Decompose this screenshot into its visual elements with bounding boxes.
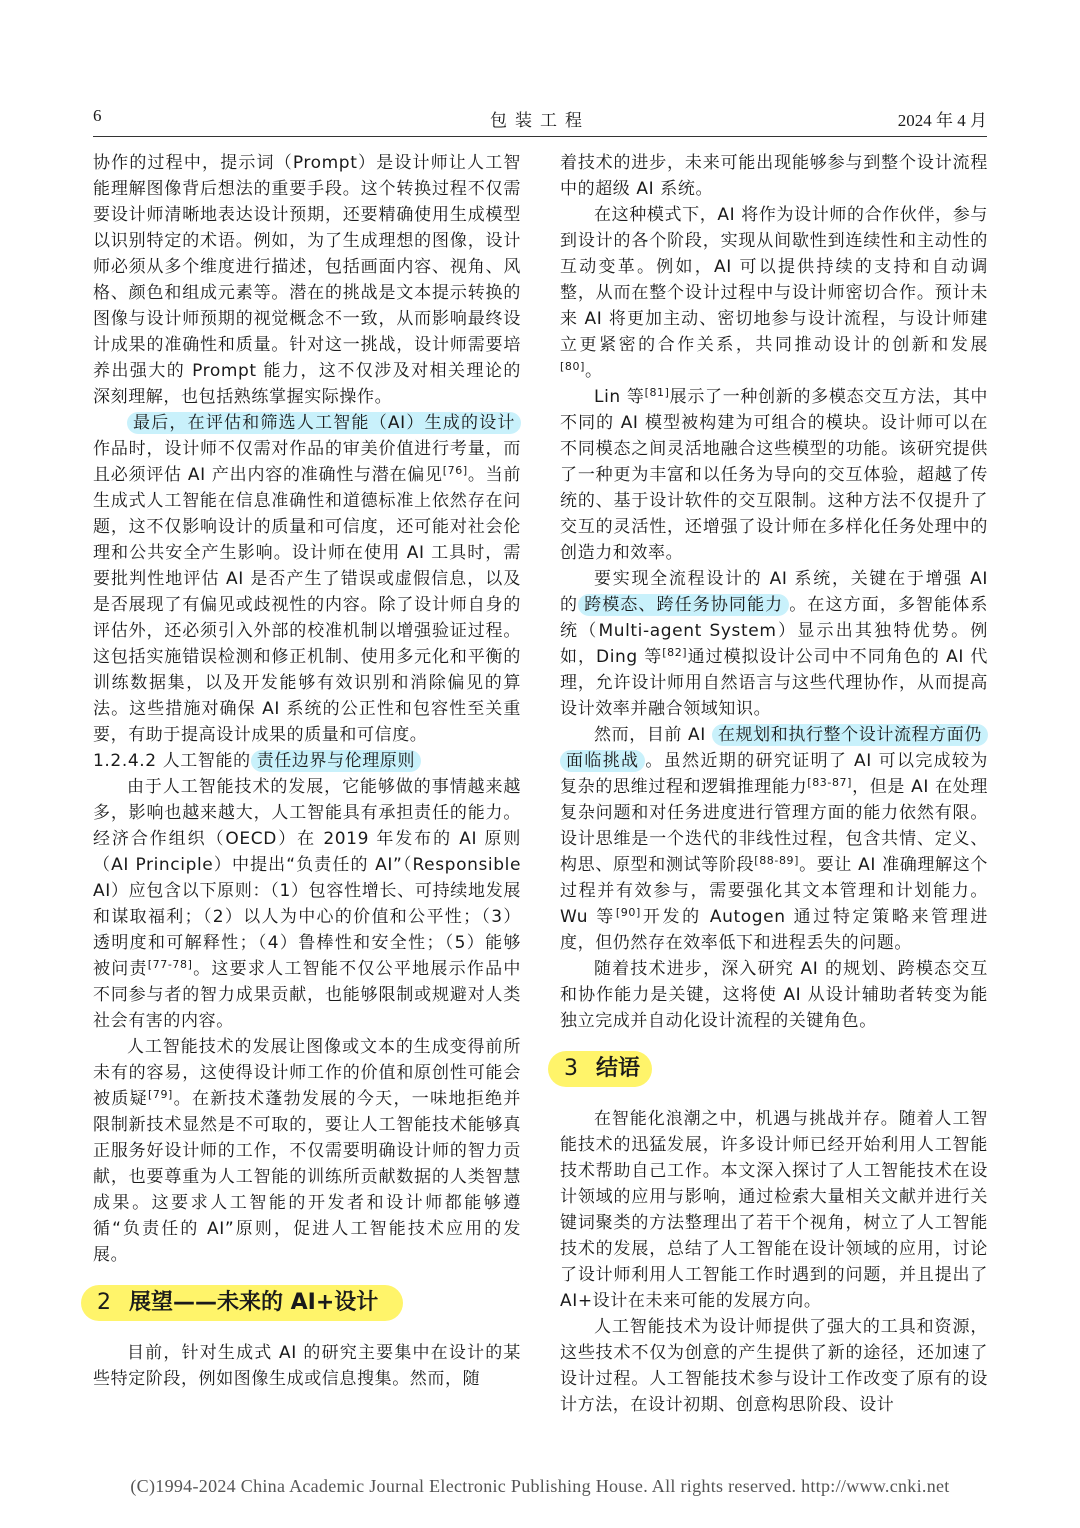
citation[interactable]: [76] (442, 464, 468, 477)
paragraph: 在这种模式下，AI 将作为设计师的合作伙伴，参与到设计的各个阶段，实现从间歇性到连续性和主动性的互动变革。例如，AI 可以提供持续的支持和自动调整，从而在整个设计过程中与设计师密切合作。预计未来 AI 将更加主动、密切地参与设计流程，与设计师建立更紧密的合作关系，共同推动设计的创新和发展[80]。 (560, 205, 988, 381)
citation[interactable]: [79] (147, 1088, 173, 1101)
section-title: 结语 (596, 1056, 641, 1081)
paragraph: 协作的过程中，提示词（Prompt）是设计师让人工智能理解图像背后想法的重要手段。这个转换过程不仅需要设计师清晰地表达设计预期，还要精确使用生成模型以识别特定的术语。例如，为了生成理想的图像，设计师必须从多个维度进行描述，包括画面内容、视角、风格、颜色和组成元素等。潜在的挑战是文本提示转换的图像与设计师预期的视觉概念不一致，从而影响最终设计成果的准确性和质量。针对这一挑战，设计师需要培养出强大的 Prompt 能力，这不仅涉及对相关理论的深刻理解，也包括熟练掌握实际操作。 (93, 153, 521, 407)
citation[interactable]: [90] (615, 906, 641, 919)
citation[interactable]: [82] (662, 646, 688, 659)
copyright-footer: (C)1994-2024 China Academic Journal Electronic Publishing House. All rights reserved. http://www.cnki.net (130, 1476, 950, 1496)
highlight-blue: 跨模态、跨任务协同能力 (578, 594, 789, 616)
header-rule (93, 136, 987, 137)
section-title: 展望——未来的 AI+设计 (129, 1290, 379, 1315)
left-column (93, 150, 521, 1392)
paragraph: 由于人工智能技术的发展，它能够做的事情越来越多，影响也越来越大，人工智能具有承担责任的能力。经济合作组织（OECD）在 2019 年发布的 AI 原则（AI Principle）中提出“负责任的 AI”（Responsible AI）应包含以下原则：（1）包容性增长、可持续地发展和谋取福利；（2）以人为中心的价值和公平性；（3）透明度和可解释性；（4）鲁棒性和安全性；（5）能够被问责[77-78]。这要求人工智能不仅公平地展示作品中不同参与者的智力成果贡献，也能够限制或规避对人类社会有害的内容。 (93, 777, 521, 1031)
citation[interactable]: [88-89] (754, 854, 800, 867)
highlight-blue: 责任边界与伦理原则 (251, 750, 421, 772)
paragraph: 人工智能技术为设计师提供了强大的工具和资源，这些技术不仅为创意的产生提供了新的途径，还加速了设计过程。人工智能技术参与设计工作改变了原有的设计方法，在设计初期、创意构思阶段、设计 (560, 1317, 988, 1415)
paragraph: Lin 等[81]展示了一种创新的多模态交互方法，其中不同的 AI 模型被构建为可组合的模块。设计师可以在不同模态之间灵活地融合这些模型的功能。该研究提供了一种更为丰富和以任务为导向的交互体验，超越了传统的、基于设计软件的交互限制。这种方法不仅提升了交互的灵活性，还增强了设计师在多样化任务处理中的创造力和效率。 (560, 386, 988, 563)
subsection-number: 1.2.4.2 (93, 751, 157, 771)
subsection-heading: 1.2.4.2 人工智能的 责任边界与伦理原则 (93, 748, 521, 774)
highlight-blue: 在规划和执行整个设计流程方面仍面临挑战 (560, 724, 988, 772)
issue-date: 2024 年 4 月 (897, 111, 987, 130)
section-heading-conclusion (560, 1050, 988, 1088)
highlight-blue: 最后，在评估和筛选人工智能（AI）生成的设计 (127, 412, 521, 434)
right-column (560, 150, 988, 1418)
section-heading-outlook (93, 1284, 521, 1322)
journal-title: 包装工程 (490, 111, 590, 130)
section-number: 3 (564, 1056, 578, 1081)
citation[interactable]: [81] (644, 386, 670, 399)
paragraph: 人工智能技术的发展让图像或文本的生成变得前所未有的容易，这使得设计师工作的价值和原创性可能会被质疑[79]。在新技术蓬勃发展的今天，一味地拒绝并限制新技术显然是不可取的，要让人工智能技术能够真正服务好设计师的工作，不仅需要明确设计师的智力贡献，也要尊重为人工智能的训练所贡献数据的人类智慧成果。这要求人工智能的开发者和设计师都能够遵循“负责任的 AI”原则，促进人工智能技术应用的发展。 (93, 1037, 521, 1265)
citation[interactable]: [83-87] (807, 776, 853, 789)
paragraph: 要实现全流程设计的 AI 系统，关键在于增强 AI 的 跨模态、跨任务协同能力 。在这方面，多智能体系统（Multi-agent System）显示出其独特优势。例如，Ding 等[82]通过模拟设计公司中不同角色的 AI 代理，允许设计师用自然语言与这些代理协作，从而提高设计效率并融合领域知识。 (560, 569, 988, 719)
page-number: 6 (93, 106, 102, 125)
section-number: 2 (97, 1290, 111, 1315)
citation[interactable]: [77-78] (147, 958, 193, 971)
citation[interactable]: [80] (560, 360, 585, 373)
paragraph: 着技术的进步，未来可能出现能够参与到整个设计流程中的超级 AI 系统。 (560, 153, 988, 199)
paragraph: 然而，目前 AI 在规划和执行整个设计流程方面仍面临挑战 。虽然近期的研究证明了 AI 可以完成较为复杂的思维过程和逻辑推理能力[83-87]，但是 AI 在处理复杂问题和对任务进度进行管理方面的能力依然有限。设计思维是一个迭代的非线性过程，包含共情、定义、构思、原型和测试等阶段[88-89]。要让 AI 准确理解这个过程并有效参与，需要强化其文本管理和计划能力。Wu 等[90]开发的 Autogen 通过特定策略来管理进度，但仍然存在效率低下和进程丢失的问题。 (560, 725, 989, 953)
paragraph: 随着技术进步，深入研究 AI 的规划、跨模态交互和协作能力是关键，这将使 AI 从设计辅助者转变为能独立完成并自动化设计流程的关键角色。 (560, 959, 988, 1031)
paragraph: 目前，针对生成式 AI 的研究主要集中在设计的某些特定阶段，例如图像生成或信息搜集。然而，随 (93, 1343, 521, 1389)
running-header (93, 104, 987, 132)
paragraph: 最后，在评估和筛选人工智能（AI）生成的设计作品时，设计师不仅需对作品的审美价值进行考量，而且必须评估 AI 产出内容的准确性与潜在偏见[76]。当前生成式人工智能在信息准确性和道德标准上依然存在问题，这不仅影响设计的质量和可信度，还可能对社会伦理和公共安全产生影响。设计师在使用 AI 工具时，需要批判性地评估 AI 是否产生了错误或虚假信息，以及是否展现了有偏见或歧视性的内容。除了设计师自身的评估外，还必须引入外部的校准机制以增强验证过程。这包括实施错误检测和修正机制、使用多元化和平衡的训练数据集，以及开发能够有效识别和消除偏见的算法。这些措施对确保 AI 系统的公正性和包容性至关重要，有助于提高设计成果的质量和可信度。 (93, 413, 521, 745)
paragraph: 在智能化浪潮之中，机遇与挑战并存。随着人工智能技术的迅猛发展，许多设计师已经开始利用人工智能技术帮助自己工作。本文深入探讨了人工智能技术在设计领域的应用与影响，通过检索大量相关文献并进行关键词聚类的方法整理出了若干个视角，树立了人工智能技术的发展，总结了人工智能在设计领域的应用，讨论了设计师利用人工智能工作时遇到的问题，并且提出了 AI+设计在未来可能的发展方向。 (560, 1109, 988, 1311)
